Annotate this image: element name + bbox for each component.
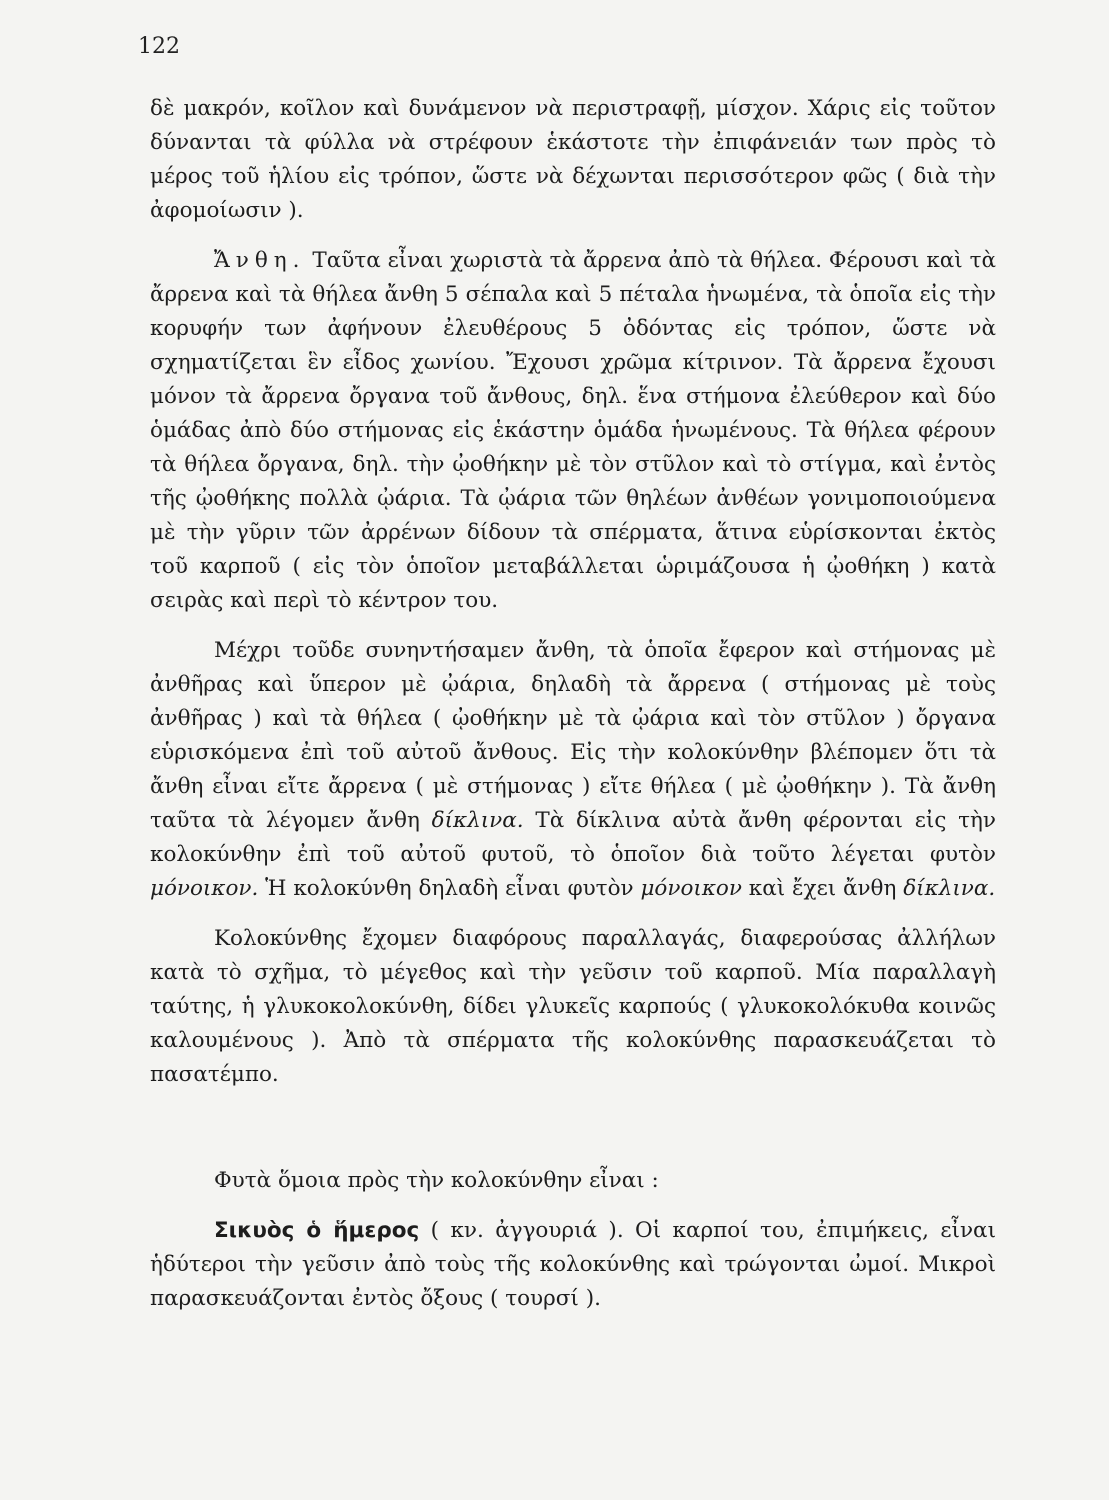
paragraph-diclinous-text-a: Μέχρι τοῦδε συνηντήσαμεν ἄνθη, τὰ ὁποῖα ἔφερον καὶ στήμονας μὲ ἀνθῆρας καὶ ὕπερον μὲ ᾠάρια, δηλαδὴ τὰ ἄρρενα ( στήμονας μὲ τοὺς ἀνθῆρας ) καὶ τὰ θήλεα ( ᾠοθήκην μὲ τὰ ᾠάρια καὶ τὸν στῦλον ) ὄργανα εὑρισκόμενα ἐπὶ τοῦ αὐτοῦ ἄνθους. Εἰς τὴν κολοκύνθην βλέπομεν ὅτι τὰ ἄνθη εἶναι εἴτε ἄρρενα ( μὲ στήμονας ) εἴτε θήλεα ( μὲ ᾠοθήκην ). Τὰ ἄνθη ταῦτα τὰ λέγομεν ἄνθη	[150, 638, 996, 833]
paragraph-cucumber-text: ( κν. ἀγγουριά ). Οἱ καρποί του, ἐπιμήκεις, εἶναι ἡδύτεροι τὴν γεῦσιν ἀπὸ τοὺς τῆς κολοκύνθης καὶ τρώγονται ὠμοί. Μικροὶ παρασκευάζονται ἐντὸς ὄξους ( τουρσί ).	[150, 1218, 996, 1311]
paragraph-leaves-text: δὲ μακρόν, κοῖλον καὶ δυνάμενον νὰ περιστραφῇ, μίσχον. Χάρις εἰς τοῦτον δύνανται τὰ φύλλα νὰ στρέφουν ἑκάστοτε τὴν ἐπιφάνειάν των πρὸς τὸ μέρος τοῦ ἡλίου εἰς τρόπον, ὥστε νὰ δέχωνται περισσότερον φῶς ( διὰ τὴν ἀφομοίωσιν ).	[150, 96, 996, 223]
term-monoecious-2: μόνοικον	[640, 876, 742, 901]
section-heading-flowers: Ἄνθη.	[214, 248, 306, 273]
page-number: 122	[138, 34, 180, 59]
paragraph-similar-plants-text: Φυτὰ ὅμοια πρὸς τὴν κολοκύνθην εἶναι :	[214, 1168, 659, 1193]
section-heading-cucumber: Σικυὸς ὁ ἥμερος	[214, 1218, 420, 1243]
paragraph-flowers-text: Ταῦτα εἶναι χωριστὰ τὰ ἄρρενα ἀπὸ τὰ θήλεα. Φέρουσι καὶ τὰ ἄρρενα καὶ τὰ θήλεα ἄνθη 5 σέπαλα καὶ 5 πέταλα ἡνωμένα, τὰ ὁποῖα εἰς τὴν κορυφήν των ἀφήνουν ἐλευθέρους 5 ὀδόντας εἰς τρόπον, ὥστε νὰ σχηματίζεται ἓν εἶδος χωνίου. Ἔχουσι χρῶμα κίτρινον. Τὰ ἄρρενα ἔχουσι μόνον τὰ ἄρρενα ὄργανα τοῦ ἄνθους, δηλ. ἕνα στήμονα ἐλεύθερον καὶ δύο ὁμάδας ἀπὸ δύο στήμονας εἰς ἑκάστην ὁμάδα ἡνωμένους. Τὰ θήλεα φέρουν τὰ θήλεα ὄργανα, δηλ. τὴν ᾠοθήκην μὲ τὸν στῦλον καὶ τὸ στίγμα, καὶ ἐντὸς τῆς ᾠοθήκης πολλὰ ᾠάρια. Τὰ ᾠάρια τῶν θηλέων ἀνθέων γονιμοποιούμενα μὲ τὴν γῦριν τῶν ἀρρένων δίδουν τὰ σπέρματα, ἅτινα εὑρίσκονται ἐκτὸς τοῦ καρποῦ ( εἰς τὸν ὁποῖον μεταβάλλεται ὡριμάζουσα ἡ ᾠοθήκη ) κατὰ σειρὰς καὶ περὶ τὸ κέντρον του.	[150, 248, 996, 613]
paragraph-diclinous	[150, 634, 996, 906]
paragraph-diclinous-text-d: καὶ ἔχει ἄνθη	[748, 876, 897, 901]
page-body	[150, 92, 996, 1332]
paragraph-cucumber	[150, 1214, 996, 1316]
term-diclinous-2: δίκλινα.	[903, 876, 996, 901]
paragraph-varieties-text: Κολοκύνθης ἔχομεν διαφόρους παραλλαγάς, διαφερούσας ἀλλήλων κατὰ τὸ σχῆμα, τὸ μέγεθος καὶ τὴν γεῦσιν τοῦ καρποῦ. Μία παραλλαγὴ ταύτης, ἡ γλυκοκολοκύνθη, δίδει γλυκεῖς καρπούς ( γλυκοκολόκυθα κοινῶς καλουμένους ). Ἀπὸ τὰ σπέρματα τῆς κολοκύνθης παρασκευάζεται τὸ πασατέμπο.	[150, 926, 996, 1087]
paragraph-flowers	[150, 244, 996, 618]
paragraph-similar-plants	[150, 1164, 996, 1198]
paragraph-diclinous-text-b: Τὰ δίκλινα αὐτὰ ἄνθη φέρονται εἰς τὴν κολοκύνθην ἐπὶ τοῦ αὐτοῦ φυτοῦ, τὸ ὁποῖον διὰ τοῦτο λέγεται φυτὸν	[150, 808, 996, 867]
paragraph-varieties	[150, 922, 996, 1092]
term-diclinous: δίκλινα.	[431, 808, 524, 833]
paragraph-leaves	[150, 92, 996, 228]
term-monoecious: μόνοικον.	[150, 876, 259, 901]
paragraph-diclinous-text-c: Ἡ κολοκύνθη δηλαδὴ εἶναι φυτὸν	[265, 876, 634, 901]
